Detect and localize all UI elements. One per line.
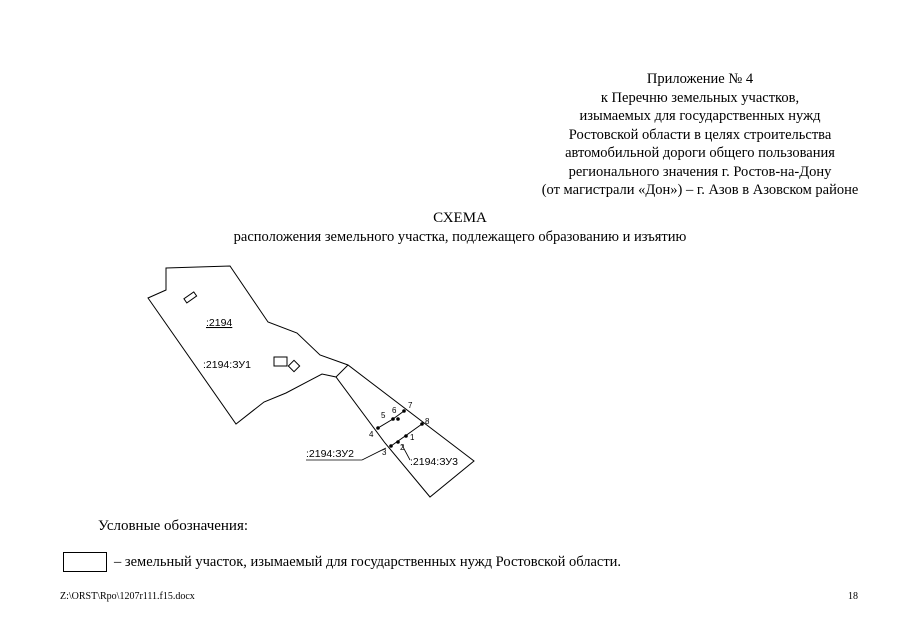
point-marker-5	[391, 417, 395, 421]
point-label-2: 2	[400, 443, 405, 452]
appendix-line-6: регионального значения г. Ростов-на-Дону	[568, 163, 832, 180]
parcel-label-zu3: :2194:ЗУ3	[410, 456, 458, 468]
parcel-label-zu2: :2194:ЗУ2	[306, 448, 354, 460]
appendix-line-3: изымаемых для государственных нужд	[579, 108, 821, 124]
zu1-boundary-line	[336, 365, 348, 377]
point-label-7: 7	[408, 401, 413, 410]
schema-subtitle: расположения земельного участка, подлежащего образованию и изъятию	[233, 229, 687, 245]
point-label-1: 1	[410, 433, 415, 442]
appendix-line-7: (от магистрали «Дон») – г. Азов в Азовском районе	[541, 182, 859, 198]
appendix-line-1: Приложение № 4	[646, 71, 754, 87]
point-marker-3	[389, 444, 393, 448]
building-small-3	[288, 360, 299, 371]
point-label-3: 3	[382, 448, 387, 457]
footer-page-number: 18	[848, 591, 858, 602]
legend-caption: Условные обозначения:	[98, 518, 249, 534]
building-small-2	[274, 357, 287, 366]
point-marker-7	[402, 409, 406, 413]
point-label-6: 6	[392, 406, 397, 415]
footer-file-path: Z:\ORST\Rpo\1207r111.f15.docx	[60, 591, 195, 602]
appendix-line-2: к Перечню земельных участков,	[600, 89, 800, 106]
point-marker-1	[404, 434, 408, 438]
point-marker-8	[420, 422, 424, 426]
building-small-1	[184, 292, 197, 303]
schema-title: СХЕМА	[433, 210, 487, 226]
point-marker-6	[396, 417, 400, 421]
appendix-line-4: Ростовской области в целях строительства	[568, 126, 832, 143]
legend-parcel-swatch	[63, 552, 107, 572]
point-marker-4	[376, 426, 380, 430]
point-label-5: 5	[381, 411, 386, 420]
parcel-label-zu1: :2194:ЗУ1	[203, 359, 251, 371]
appendix-line-5: автомобильной дороги общего пользования	[565, 145, 835, 161]
point-label-8: 8	[425, 417, 430, 426]
parcel-label-2194: :2194	[206, 317, 233, 329]
point-label-4: 4	[369, 430, 374, 439]
legend-item-text: – земельный участок, изымаемый для государственных нужд Ростовской области.	[114, 554, 622, 570]
